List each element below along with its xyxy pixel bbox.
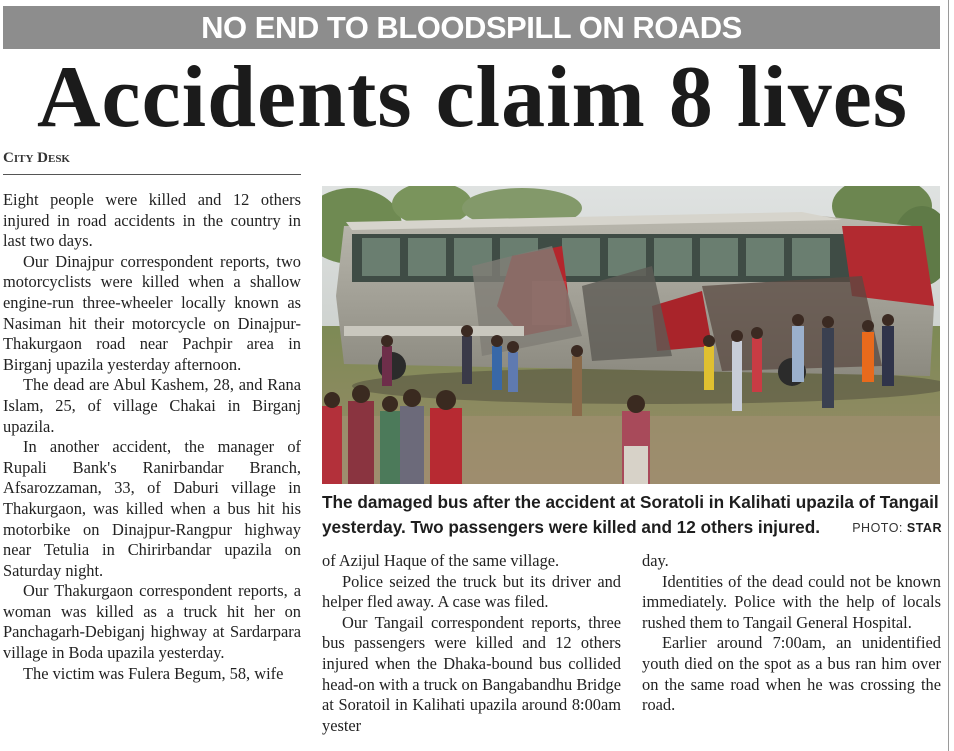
paragraph: Earlier around 7:00am, an unidentified youth died on the spot as a bus ran him over on the same road when he was crossing the road. [642, 633, 941, 715]
bus-crash-illustration [322, 186, 940, 484]
photo-caption: The damaged bus after the accident at Soratoli in Kalihati upazila of Tangail yesterday. Two passengers were killed and 12 others injured. [322, 492, 939, 537]
kicker-banner [3, 6, 940, 49]
paragraph: In another accident, the manager of Rupali Bank's Ranirbandar Branch, Afsarozzaman, 33, of Daburi village in Thakurgaon, was killed when a bus hit his motorbike on Dinajpur-Rangpur highway near Tetulia in Chirirbandar upazila on Saturday night. [3, 437, 301, 580]
photo-credit [852, 521, 942, 535]
paragraph: Eight people were killed and 12 others injured in road accidents in the country in last two days. [3, 190, 301, 251]
headline: Accidents claim 8 lives [36, 50, 909, 146]
photo-credit-source: STAR [906, 521, 942, 535]
paragraph: Our Thakurgaon correspondent reports, a woman was killed as a truck hit her on Panchagarh-Debiganj highway at Sardarpara village in Boda upazila yesterday. [3, 581, 301, 663]
paragraph: Our Tangail correspondent reports, three bus passengers were killed and 12 others injured when the Dhaka-bound bus collided head-on with a truck on Bangabandhu Bridge at Soratoil in Kalihati upazila around 8:00am yester [322, 612, 621, 735]
page-edge-rule [948, 0, 949, 751]
byline: City Desk [3, 150, 70, 166]
photo-credit-label: PHOTO: [852, 521, 903, 535]
kicker-text: NO END TO BLOODSPILL ON ROADS [201, 10, 742, 45]
paragraph: The dead are Abul Kashem, 28, and Rana Islam, 25, of village Chakai in Birganj upazila. [3, 375, 301, 436]
article-column-2 [322, 551, 621, 746]
accident-photo [322, 186, 940, 484]
article-column-3 [642, 551, 941, 746]
article-column-1 [3, 190, 301, 745]
paragraph: of Azijul Haque of the same village. [322, 551, 560, 570]
paragraph: Police seized the truck but its driver and helper fled away. A case was filed. [322, 571, 621, 612]
paragraph: Our Dinajpur correspondent reports, two motorcyclists were killed when a shallow engine-run three-wheeler locally known as Nasiman hit their motorcycle on Dinajpur-Thakurgaon road near Pachpir area in Birganj upazila yesterday afternoon. [3, 251, 301, 374]
paragraph: Identities of the dead could not be known immediately. Police with the help of locals rushed them to Tangail General Hospital. [642, 571, 941, 632]
paragraph: day. [642, 551, 669, 570]
byline-rule [3, 174, 301, 175]
paragraph: The victim was Fulera Begum, 58, wife [23, 663, 284, 683]
